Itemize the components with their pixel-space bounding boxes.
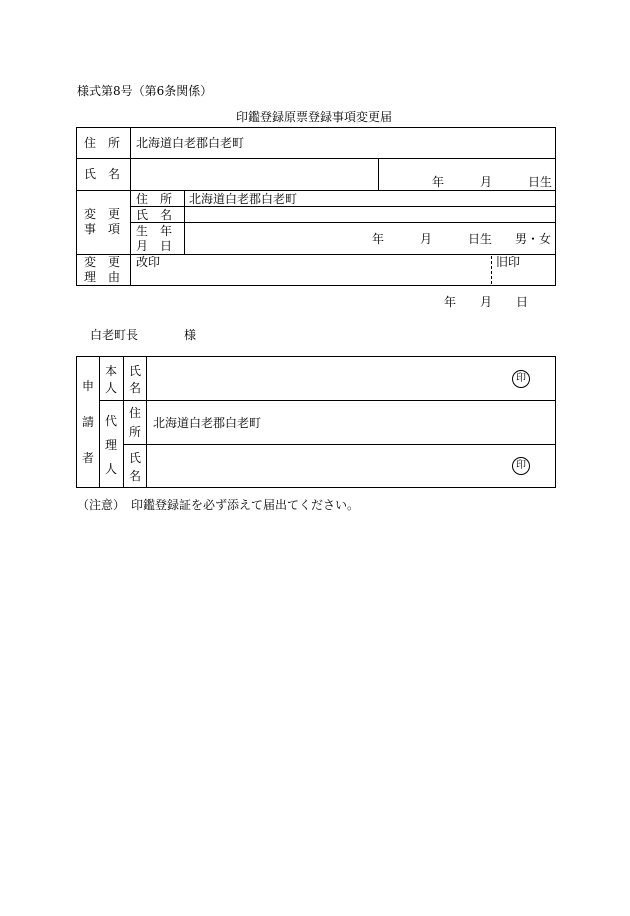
address-label: 住 所 <box>84 136 121 150</box>
name-field[interactable] <box>132 160 376 188</box>
sub-birth-label-1: 生 年 <box>136 224 173 238</box>
applicant-char-2: 請 <box>82 415 95 429</box>
self-char-2: 人 <box>105 381 118 395</box>
agent-address-label-1: 住 <box>129 406 142 420</box>
reason-label-2: 理 由 <box>84 270 121 284</box>
addressee-honorific: 様 <box>184 328 197 342</box>
sub-name-field[interactable] <box>186 208 554 221</box>
agent-name-label-1: 氏 <box>129 451 142 465</box>
change-items-label-2: 事 項 <box>84 222 121 236</box>
sub-address-value[interactable]: 北海道白老郡白老町 <box>189 192 298 206</box>
agent-char-1: 代 <box>105 414 118 428</box>
sub-address-label: 住 所 <box>136 192 173 206</box>
sub-name-label: 氏 名 <box>136 208 173 222</box>
reason-label-1: 変 更 <box>84 255 121 269</box>
addressee-name: 白老町長 <box>90 328 139 342</box>
agent-name-label-2: 名 <box>129 469 142 483</box>
change-items-label-1: 変 更 <box>84 207 121 221</box>
form-number: 様式第8号（第6条関係） <box>77 84 213 98</box>
agent-name-field[interactable] <box>148 446 508 486</box>
sub-birth-date-field[interactable]: 年 月 日生 <box>372 232 493 246</box>
self-char-1: 本 <box>105 364 118 378</box>
applicant-char-1: 申 <box>82 379 95 393</box>
sub-birth-label-2: 月 日 <box>136 239 173 253</box>
agent-char-2: 理 <box>105 438 118 452</box>
name-label: 氏 名 <box>84 167 121 181</box>
seal-icon[interactable]: 印 <box>512 370 530 388</box>
address-value[interactable]: 北海道白老郡白老町 <box>136 136 245 150</box>
self-name-label-2: 名 <box>129 381 142 395</box>
reason-old-seal[interactable]: 旧印 <box>496 255 521 269</box>
submission-date[interactable]: 年 月 日 <box>444 295 529 309</box>
sex-field[interactable]: 男・女 <box>515 232 552 246</box>
agent-char-3: 人 <box>105 462 118 476</box>
reason-new-seal[interactable]: 改印 <box>136 255 161 269</box>
agent-address-label-2: 所 <box>129 425 142 439</box>
applicant-char-3: 者 <box>82 451 95 465</box>
agent-address-value[interactable]: 北海道白老郡白老町 <box>153 416 262 430</box>
self-name-field[interactable] <box>148 358 508 398</box>
seal-icon[interactable]: 印 <box>512 457 530 475</box>
birth-date-field[interactable]: 年 月 日生 <box>432 175 553 189</box>
attention-note: （注意） 印鑑登録証を必ず添えて届出てください。 <box>77 498 360 512</box>
form-title: 印鑑登録原票登録事項変更届 <box>236 110 393 124</box>
self-name-label-1: 氏 <box>129 364 142 378</box>
